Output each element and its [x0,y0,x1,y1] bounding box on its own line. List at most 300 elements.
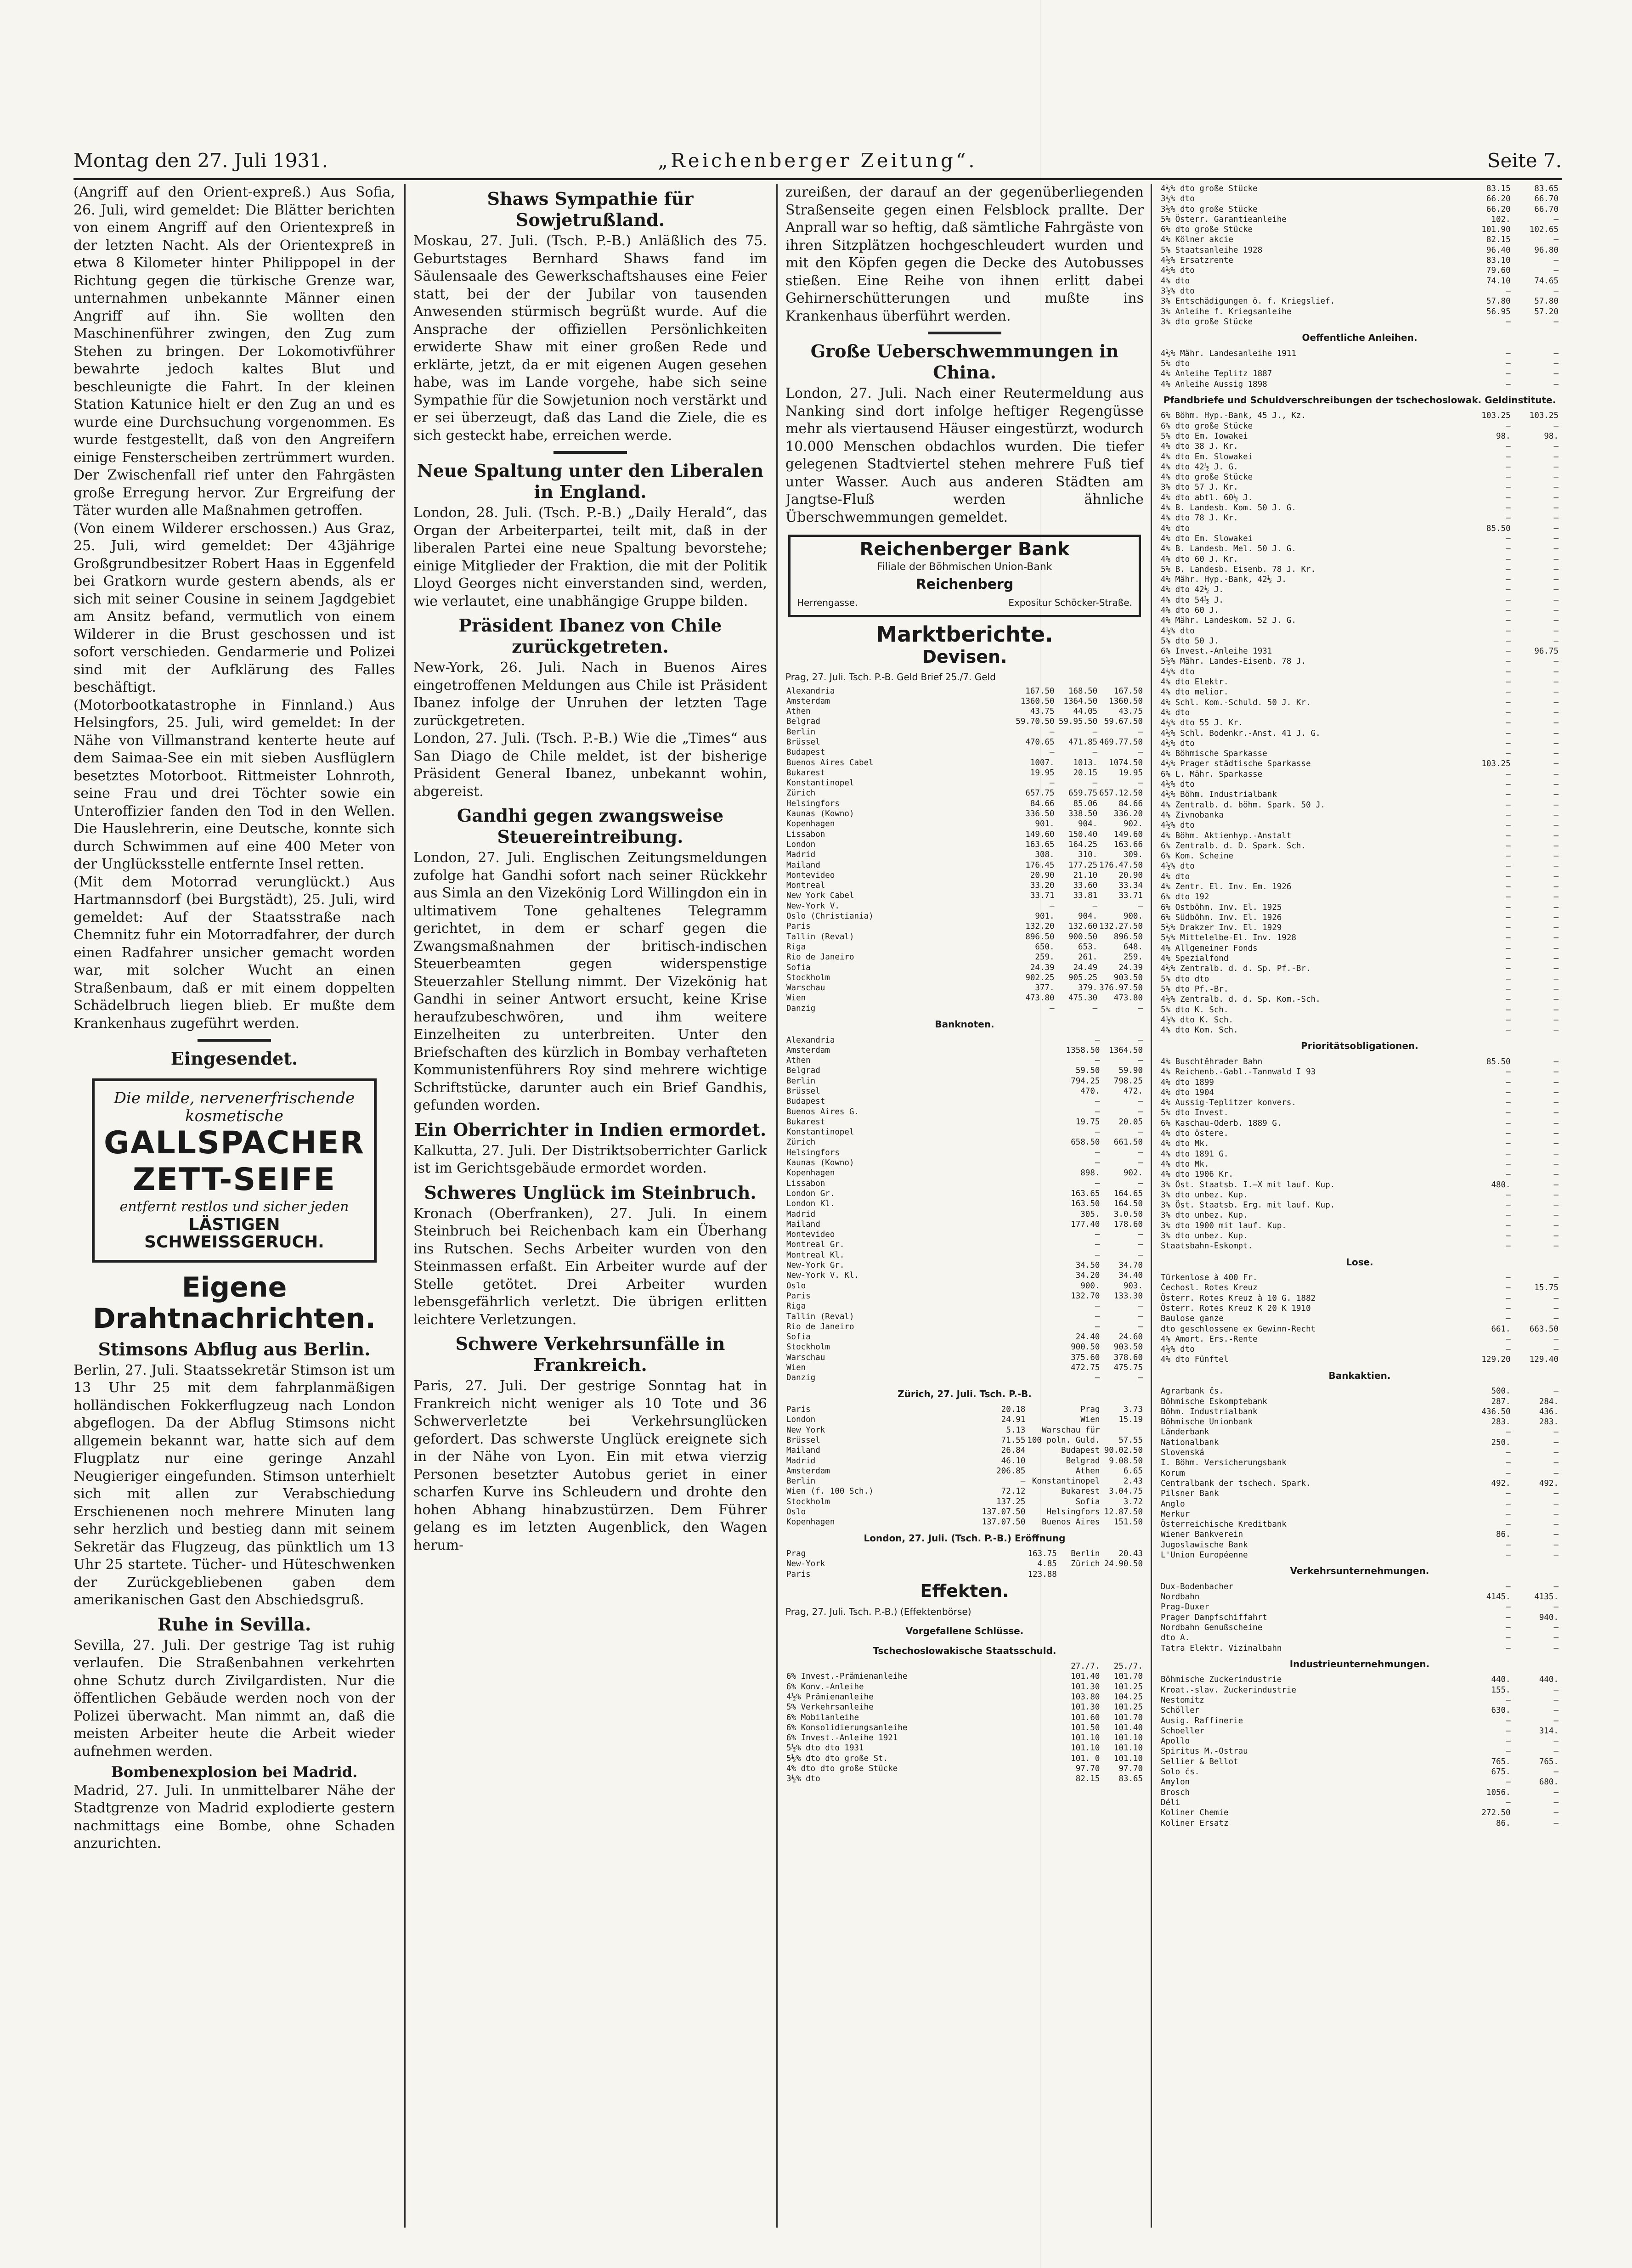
row-value: — [1506,1190,1511,1200]
row-label: 4% dto Elektr. [1161,677,1229,687]
row-value: 104.25 [1113,1692,1143,1702]
bond-row [1160,1334,1559,1344]
row-value: — [1553,1520,1559,1529]
row-value: 177.25 [1068,860,1098,870]
row-value: 82.15 [1075,1774,1100,1784]
stock-row [1160,1582,1559,1592]
row-label: Warschau [786,1353,825,1362]
banknoten-row [785,1148,1144,1158]
row-value: — [1553,1108,1559,1118]
row-label: 5% B. Landesb. Eisenb. 78 J. Kr. [1161,564,1316,574]
row-value: — [1506,810,1511,820]
row-value: 903. [1123,1281,1143,1291]
row-value: 103.25 [1529,411,1559,421]
row-value: — [1506,1108,1511,1118]
row-value: — [1553,286,1559,296]
stock-row [1160,1427,1559,1437]
bond-row [1160,656,1559,666]
row-value: 178.60 [1113,1219,1143,1229]
row-value: — [1553,1015,1559,1025]
row-value: Warschau für [1041,1425,1100,1435]
row-value: — [1506,1149,1511,1159]
article-motorrad: (Mit dem Motorrad verunglückt.) Aus Hartmannsdorf (bei Burgstädt), 25. Juli, wird gemeldet: Auf der Staatsstraße nach Chemnitz fuhr ein Motorradfahrer, der durch einen Radfahrer unsicher gemacht worden war, mit solcher Wucht an einen Straßenbaum, daß er mit einem doppelten Schädelbruch liegen blieb. Er mußte dem Krankenhaus zugeführt werden. [73,874,395,1032]
row-value: 287. [1491,1397,1511,1406]
row-label: Zürich [786,1138,816,1147]
effekten-row [785,1723,1144,1733]
heading-banknoten: Banknoten. [935,1019,994,1030]
row-value: 206.85 [996,1466,1026,1476]
row-label: Helsingfors [786,1148,840,1157]
row-value: 900.50 [1068,932,1098,942]
london-row [785,1549,1144,1559]
row-value: — [1553,379,1559,389]
bond-row [1160,698,1559,708]
row-label: Konstantinopel [786,779,854,788]
row-value: — [1553,1602,1559,1612]
verkehr-table [1160,1582,1559,1653]
row-value: 101.30 [1071,1682,1100,1692]
bank-city: Reichenberg [915,576,1014,592]
row-value [1101,1425,1144,1435]
row-value: — [1095,1230,1100,1240]
row-value: 137.25 [996,1497,1026,1506]
zurich-row [785,1486,1144,1496]
bond-row [1160,431,1559,441]
row-label: 4% dto 54½ J. [1161,595,1224,605]
row-value: 283. [1539,1417,1559,1427]
banknoten-row [785,1045,1144,1055]
row-value: 33.60 [1073,881,1098,891]
heading-gandhi: Gandhi gegen zwangsweise Steuereintreibung. [457,805,724,847]
bond-row [1160,646,1559,656]
row-value: Wien [1080,1415,1100,1425]
heading-staatsschuld: Tschechoslowakische Staatsschuld. [873,1645,1056,1656]
row-label: 4% dto Em. Slowakei [1161,534,1253,543]
row-value: — [1553,1334,1559,1344]
stock-row [1160,1716,1559,1726]
bond-row [1160,687,1559,697]
row-label: 4% dto 1899 [1161,1078,1214,1087]
bond-row [1160,245,1559,255]
row-value: 56.95 [1486,307,1511,316]
bond-row [1160,493,1559,503]
bond-row [1160,1128,1559,1139]
row-label: 4½% dto [1161,667,1195,677]
bond-row [1160,974,1559,984]
row-value: 101.25 [1113,1682,1143,1692]
row-label: Spiritus M.-Ostrau [1161,1747,1248,1756]
row-value: — [1553,616,1559,626]
row-value: 940. [1539,1613,1559,1622]
row-value: 101.50 [1071,1723,1100,1732]
row-value: — [1138,1373,1143,1383]
bond-row [1160,923,1559,933]
row-value: — [1553,892,1559,902]
row-value: — [1553,483,1559,492]
row-value: — [1506,1551,1511,1560]
row-value: — [1506,1499,1511,1509]
row-value: Sofia [1075,1497,1100,1506]
row-value: 471.85 [1068,737,1098,747]
row-label: Buenos Aires Cabel [786,758,874,767]
row-value [1058,1569,1101,1580]
row-value: — [1138,901,1143,911]
banknoten-row [785,1076,1144,1086]
row-value: — [1553,1139,1559,1149]
devisen-table [785,686,1144,1014]
row-label: Montreal Kl. [786,1250,845,1260]
row-label: New-York [786,1559,825,1569]
row-value: 96.75 [1534,647,1559,656]
london-row [785,1559,1144,1569]
header-rule [73,178,1562,180]
row-value: — [1553,698,1559,707]
stock-row [1160,1623,1559,1633]
zurich-row [785,1415,1144,1425]
row-label: Kroat.-slav. Zuckerindustrie [1161,1685,1297,1695]
row-value: 83.15 [1486,184,1511,193]
column-1 [73,184,395,2223]
devisen-row [785,880,1144,891]
row-value: — [1506,1015,1511,1025]
stock-row [1160,1509,1559,1519]
row-value: — [1138,1035,1143,1045]
row-value: 86. [1496,1530,1511,1540]
row-label: Riga [786,942,806,952]
row-value: — [1553,1747,1559,1756]
lose-table [1160,1273,1559,1365]
row-label: 4% Aussig-Teplitzer konvers. [1161,1098,1297,1108]
row-value: 798.25 [1113,1076,1143,1086]
row-value: — [1020,1477,1026,1486]
row-value: — [1553,1118,1559,1128]
row-value: 96.40 [1486,245,1511,255]
effekten-row [785,1692,1144,1702]
row-label: Kopenhagen [786,819,835,829]
row-value: — [1553,810,1559,820]
row-value: 500. [1491,1387,1511,1396]
bond-row [1160,472,1559,482]
row-value: 765. [1491,1757,1511,1766]
row-value: — [1553,575,1559,585]
bond-row [1160,369,1559,379]
row-label: Kopenhagen [786,1518,835,1527]
row-value: 176.47.50 [1099,860,1143,870]
banknoten-row [785,1240,1144,1250]
devisen-row [785,788,1144,798]
row-label: Kopenhagen [786,1168,835,1178]
row-label: Anglo [1161,1499,1185,1509]
bond-row [1160,1057,1559,1067]
row-label: Paris [786,1291,811,1301]
row-label: 4% dto 1904 [1161,1088,1214,1097]
row-value: — [1092,748,1098,757]
row-value: — [1506,739,1511,748]
row-value: 101.10 [1113,1754,1143,1763]
row-value: — [1138,1230,1143,1240]
bond-row [1160,1139,1559,1149]
row-value: 57.55 [1118,1435,1143,1445]
row-value: — [1553,636,1559,646]
bond-row [1160,615,1559,626]
row-label: 6% dto große Stücke [1161,225,1253,235]
bond-row [1160,626,1559,636]
row-value: — [1506,769,1511,779]
row-value: — [1553,1241,1559,1251]
stock-row [1160,1458,1559,1468]
row-value: — [1506,862,1511,871]
bond-row [1160,1231,1559,1241]
row-value: — [1553,1098,1559,1108]
bond-row [1160,1078,1559,1088]
stock-row [1160,1695,1559,1705]
row-value: 163.65 [1071,1189,1100,1198]
row-value: 86. [1496,1818,1511,1828]
pfand-table [1160,411,1559,1035]
effekten-row [785,1774,1144,1784]
article-ibanez-2: London, 27. Juli. (Tsch. P.-B.) Wie die „Times“ aus San Diago de Chile meldet, ist der bisherige Präsident General Ibanez, unbekannt wohin, abgereist. [413,730,767,800]
row-value: 163.75 [1028,1549,1057,1559]
devisen-row [785,799,1144,809]
row-value: 74.65 [1534,276,1559,286]
row-value: 74.10 [1486,276,1511,286]
row-value: 66.70 [1534,204,1559,214]
zurich-header: Zürich, 27. Juli. Tsch. P.-B. [898,1388,1032,1399]
zurich-row [785,1497,1144,1507]
banknoten-row [785,1189,1144,1199]
row-value: — [1506,1695,1511,1705]
bond-row [1160,1273,1559,1283]
row-value: — [1506,554,1511,564]
ad-brand: GALLSPACHER ZETT-SEIFE [104,1125,365,1198]
row-value: 19.75 [1075,1117,1100,1127]
row-value: — [1553,1231,1559,1241]
separator [928,332,1001,334]
row-value: — [1553,1345,1559,1354]
row-label: 5% Österr. Garantieanleihe [1161,214,1287,224]
row-label: Konstantinopel [786,1128,854,1137]
row-value: 470. [1080,1086,1100,1096]
banknoten-row [785,1260,1144,1270]
bond-row [1160,1221,1559,1231]
row-value: — [1553,1706,1559,1715]
row-label: 3% dto unbez. Kup. [1161,1231,1248,1241]
banknoten-row [785,1312,1144,1322]
row-value: — [1553,1685,1559,1695]
banknoten-row [785,1332,1144,1342]
row-value: 902. [1123,819,1143,829]
row-label: Baulose ganze [1161,1314,1224,1324]
row-value: 440. [1539,1675,1559,1685]
row-value: — [1553,759,1559,769]
effekten-row [785,1754,1144,1764]
row-label: 5½% dto dto 1931 [786,1743,864,1753]
stock-row [1160,1746,1559,1756]
heading-steinbruch: Schweres Unglück im Steinbruch. [424,1182,757,1203]
article-motorboot: (Motorbootkatastrophe in Finnland.) Aus Helsingfors, 25. Juli, wird gemeldet: In der Nähe von Villmanstrand kenterte heute auf dem Saimaa-See ein mit sieben Ausflüglern besetztes Motorboot. Rittmeister Lohnroth, seine Frau und drei Töchter sowie ein Unteroffizier fanden den Tod in den Wellen. Die Hauslehrerin, eine Deutsche, konnte sich durch Schwimmen auf eine 400 Meter von der Unglücksstelle entfernte Insel retten. [73,697,395,872]
row-value: 57.20 [1534,307,1559,316]
row-value: 24.39 [1030,963,1055,972]
bank-address-left: Herrengasse. [797,597,858,608]
row-value: — [1553,780,1559,790]
row-label: Paris [786,1405,811,1415]
row-value: — [1553,1149,1559,1159]
row-value: — [1506,708,1511,717]
row-label: Bukarest [786,768,825,778]
row-value: 4.85 [1037,1559,1057,1569]
row-label: Centralbank der tschech. Spark. [1161,1478,1311,1488]
row-value: — [1506,913,1511,922]
row-value: — [1553,513,1559,523]
section-heading-drahtnachrichten: Eigene Drahtnachrichten. [92,1271,376,1335]
column-rule-3 [1151,184,1152,2228]
row-label: Wien [786,1363,806,1372]
row-label: Lissabon [786,829,825,839]
row-value: 473.80 [1025,993,1055,1003]
row-value: — [1506,1427,1511,1437]
bond-row [1160,800,1559,810]
row-value: — [1553,1509,1559,1519]
row-label: 4% dto [1161,524,1190,533]
row-label: Montreal [786,881,825,891]
row-value: — [1050,779,1055,788]
row-value: 132.60 [1068,922,1098,931]
devisen-header: Prag, 27. Juli. Tsch. P.-B. Geld Brief 25./7. Geld [785,671,996,683]
heading-marktberichte: Marktberichte. [876,622,1053,647]
banknoten-row [785,1209,1144,1219]
row-label: Korum [1161,1468,1185,1478]
heading-madrid: Bombenexplosion bei Madrid. [111,1763,358,1781]
row-value: 163.50 [1071,1199,1100,1209]
row-value: 34.70 [1118,1261,1143,1270]
row-value: — [1506,933,1511,943]
row-value: — [1138,1056,1143,1066]
row-value: 1364.50 [1063,696,1098,706]
row-value: 132.27.50 [1099,922,1143,931]
devisen-row [785,747,1144,757]
row-value: 1013. [1073,758,1098,767]
row-label: 4½% Ersatzrente [1161,256,1234,265]
bank-address-right: Expositur Schöcker-Straße. [1008,597,1132,608]
row-value: 83.65 [1118,1774,1143,1784]
bond-row [1160,255,1559,265]
banknoten-row [785,1342,1144,1352]
row-value: — [1553,1551,1559,1560]
row-value: — [1506,1314,1511,1324]
row-value: — [1506,452,1511,462]
row-value: — [1506,892,1511,902]
row-value: 24.91 [1001,1415,1026,1425]
row-value: — [1506,1303,1511,1313]
row-label: Amsterdam [786,1045,830,1055]
row-value: — [1553,1695,1559,1705]
row-value: — [1553,317,1559,327]
row-value: — [1553,1716,1559,1726]
row-value: — [1506,1726,1511,1736]
bond-row [1160,769,1559,779]
row-value: — [1553,1818,1559,1828]
row-value: 133.30 [1113,1291,1143,1301]
row-value: — [1553,359,1559,368]
bond-row [1160,214,1559,225]
row-value: 34.40 [1118,1271,1143,1281]
row-label: Berlin [786,1477,816,1486]
row-label: Paris [786,922,811,931]
ad-line-3: entfernt restlos und sicher jeden [119,1199,349,1215]
row-value: 85.50 [1486,1057,1511,1066]
row-value: 1360.50 [1020,696,1055,706]
separator [198,1039,271,1042]
row-value: 475.30 [1068,993,1098,1003]
row-value: 59.70.50 [1016,717,1055,727]
row-label: 4½% dto [1161,780,1195,790]
stock-row [1160,1757,1559,1767]
row-value: — [1553,1201,1559,1210]
bank-subtitle: Filiale der Böhmischen Union-Bank [877,561,1052,573]
heading-devisen: Devisen. [922,646,1007,667]
row-label: Budapest [786,1097,825,1106]
row-value: — [1553,442,1559,451]
article-indien: Kalkutta, 27. Juli. Der Distriktsoberrichter Garlick ist im Gerichtsgebäude ermordet worden. [413,1142,767,1176]
row-value: — [1553,964,1559,974]
row-label: 4% dto 60 J. [1161,605,1219,615]
row-value: — [1553,1273,1559,1283]
banknoten-row [785,1055,1144,1066]
bond-row [1160,728,1559,739]
row-value: 6.65 [1123,1466,1143,1476]
effekten-row [785,1713,1144,1723]
bond-row [1160,913,1559,923]
row-label: 4½% dto [1161,821,1195,830]
row-value: — [1506,954,1511,964]
row-value: 15.75 [1534,1283,1559,1293]
row-value: 436. [1539,1407,1559,1416]
row-value: 663.50 [1529,1324,1559,1334]
bond-row [1160,1190,1559,1200]
row-label: Sellier & Bellot [1161,1757,1238,1766]
row-value: — [1553,677,1559,687]
row-label: 4% dto östere. [1161,1129,1229,1139]
bond-row [1160,462,1559,472]
row-value: — [1506,964,1511,974]
bond-row [1160,1118,1559,1128]
article-sevilla: Sevilla, 27. Juli. Der gestrige Tag ist ruhig verlaufen. Die Straßenbahnen verkehrten ohne Schutz durch Zivilgardisten. Nur die öffentlichen Gebäude werden noch von der Polizei überwacht. Man nimmt an, daß die meisten Arbeiter heute die Arbeit wieder aufnehmen werden. [73,1637,395,1760]
row-label: 4½% dto K. Sch. [1161,1015,1234,1025]
stock-row [1160,1798,1559,1808]
bond-row [1160,276,1559,286]
row-label: 4% dto [1161,276,1190,286]
article-ibanez-1: New-York, 26. Juli. Nach in Buenos Aires eingetroffenen Meldungen aus Chile ist Präsident Ibanez infolge der Unruhen der letzten Tage zurückgetreten. [413,660,767,729]
row-label: Danzig [786,1004,816,1013]
zurich-table [785,1405,1144,1528]
row-value: — [1553,872,1559,881]
stock-row [1160,1777,1559,1787]
row-label: 4½% Böhm. Industrialbank [1161,790,1277,800]
devisen-row [785,840,1144,850]
stock-row [1160,1788,1559,1798]
row-value: — [1553,708,1559,717]
row-label: Warschau [786,983,825,993]
row-value: — [1506,1468,1511,1478]
bond-row [1160,379,1559,389]
row-label: London Kl. [786,1199,835,1209]
row-value: — [1506,943,1511,953]
banknoten-row [785,1281,1144,1291]
row-value: 102. [1491,214,1511,224]
zurich-row [785,1507,1144,1517]
stock-row [1160,1386,1559,1396]
row-value: 650. [1035,942,1055,952]
